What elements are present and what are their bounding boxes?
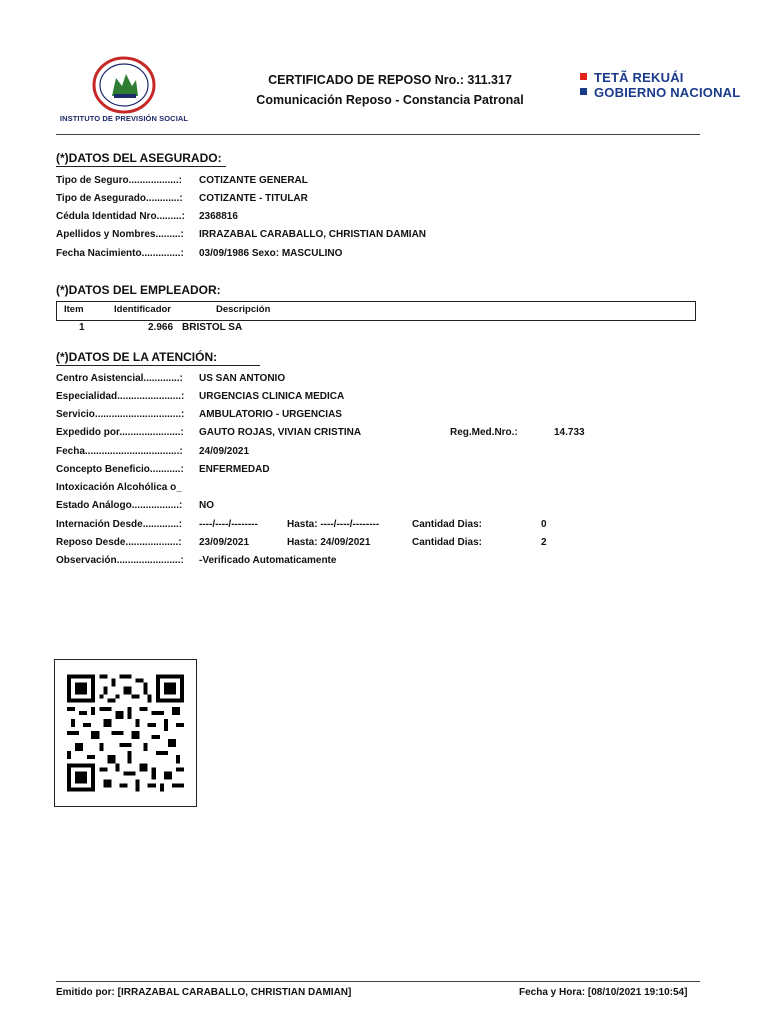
reposo-dias-label: Cantidad Dias:	[412, 537, 483, 548]
atencion-underline	[56, 365, 260, 366]
reg-med-value: 14.733	[554, 427, 585, 438]
atencion-label-6: Intoxicación Alcohólica o_	[56, 482, 182, 493]
asegurado-value-2: 2368816	[199, 211, 238, 222]
internacion-dias-value: 0	[541, 519, 547, 530]
atencion-value-2: AMBULATORIO - URGENCIAS	[199, 409, 342, 420]
blue-square-icon	[580, 88, 587, 95]
institute-name: INSTITUTO DE PREVISIÓN SOCIAL	[59, 114, 189, 123]
atencion-label-8: Internación Desde.............:	[56, 519, 183, 530]
atencion-label-4: Fecha..................................:	[56, 446, 183, 457]
empleador-row-item: 1	[79, 322, 85, 333]
empleador-row-identificador: 2.966	[148, 322, 174, 333]
asegurado-value-4: 03/09/1986 Sexo: MASCULINO	[199, 248, 343, 259]
ips-logo	[54, 56, 194, 126]
asegurado-underline	[56, 166, 226, 167]
atencion-label-0: Centro Asistencial.............:	[56, 373, 183, 384]
gov-line1: TETÃ REKUÁI	[594, 70, 684, 85]
col-identificador: Identificador	[114, 304, 172, 315]
atencion-value-5: ENFERMEDAD	[199, 464, 270, 475]
reg-med-label: Reg.Med.Nro.:	[450, 427, 518, 438]
col-item: Item	[64, 304, 84, 315]
atencion-value-4: 24/09/2021	[199, 446, 250, 457]
atencion-label-10: Observación.......................:	[56, 555, 184, 566]
gov-line2: GOBIERNO NACIONAL	[594, 85, 741, 100]
atencion-label-5: Concepto Beneficio...........:	[56, 464, 184, 475]
header-divider	[56, 134, 700, 135]
internacion-hasta: Hasta: ----/----/--------	[287, 519, 380, 530]
internacion-dias-label: Cantidad Dias:	[412, 519, 483, 530]
gobierno-nacional-logo	[580, 70, 740, 100]
qr-code-icon	[67, 672, 184, 794]
asegurado-label-3: Apellidos y Nombres.........:	[56, 229, 184, 240]
atencion-label-1: Especialidad.......................:	[56, 391, 185, 402]
certificate-title: CERTIFICADO DE REPOSO Nro.: 311.317	[268, 73, 512, 87]
reposo-desde-value: 23/09/2021	[199, 537, 250, 548]
fecha-hora: Fecha y Hora: [08/10/2021 19:10:54]	[519, 987, 688, 998]
atencion-value-3: GAUTO ROJAS, VIVIAN CRISTINA	[199, 427, 362, 438]
asegurado-label-2: Cédula Identidad Nro.........:	[56, 211, 185, 222]
footer-divider	[56, 981, 700, 982]
asegurado-value-3: IRRAZABAL CARABALLO, CHRISTIAN DAMIAN	[199, 229, 427, 240]
asegurado-label-1: Tipo de Asegurado............:	[56, 193, 183, 204]
atencion-value-7: NO	[199, 500, 214, 511]
emitido-por: Emitido por: [IRRAZABAL CARABALLO, CHRISTIAN DAMIAN]	[56, 987, 352, 998]
empleador-heading: (*)DATOS DEL EMPLEADOR:	[56, 283, 221, 297]
atencion-label-3: Expedido por......................:	[56, 427, 184, 438]
atencion-value-1: URGENCIAS CLINICA MEDICA	[199, 391, 345, 402]
empleador-row-descripcion: BRISTOL SA	[182, 322, 243, 333]
reposo-dias-value: 2	[541, 537, 547, 548]
observacion-value: -Verificado Automaticamente	[199, 555, 337, 566]
atencion-label-7: Estado Análogo.................:	[56, 500, 183, 511]
internacion-desde-value: ----/----/--------	[199, 519, 258, 530]
atencion-label-2: Servicio...............................:	[56, 409, 185, 420]
qr-code-frame	[54, 659, 197, 807]
col-descripcion: Descripción	[216, 304, 271, 315]
certificate-subtitle: Comunicación Reposo - Constancia Patronal	[256, 93, 524, 107]
asegurado-heading: (*)DATOS DEL ASEGURADO:	[56, 151, 222, 165]
atencion-label-9: Reposo Desde...................:	[56, 537, 182, 548]
atencion-heading: (*)DATOS DE LA ATENCIÓN:	[56, 350, 218, 364]
ips-emblem-icon	[92, 56, 156, 114]
asegurado-value-0: COTIZANTE GENERAL	[199, 175, 308, 186]
red-square-icon	[580, 73, 587, 80]
atencion-value-0: US SAN ANTONIO	[199, 373, 286, 384]
asegurado-label-0: Tipo de Seguro..................:	[56, 175, 182, 186]
asegurado-label-4: Fecha Nacimiento..............:	[56, 248, 184, 259]
asegurado-value-1: COTIZANTE - TITULAR	[199, 193, 308, 204]
reposo-hasta: Hasta: 24/09/2021	[287, 537, 371, 548]
